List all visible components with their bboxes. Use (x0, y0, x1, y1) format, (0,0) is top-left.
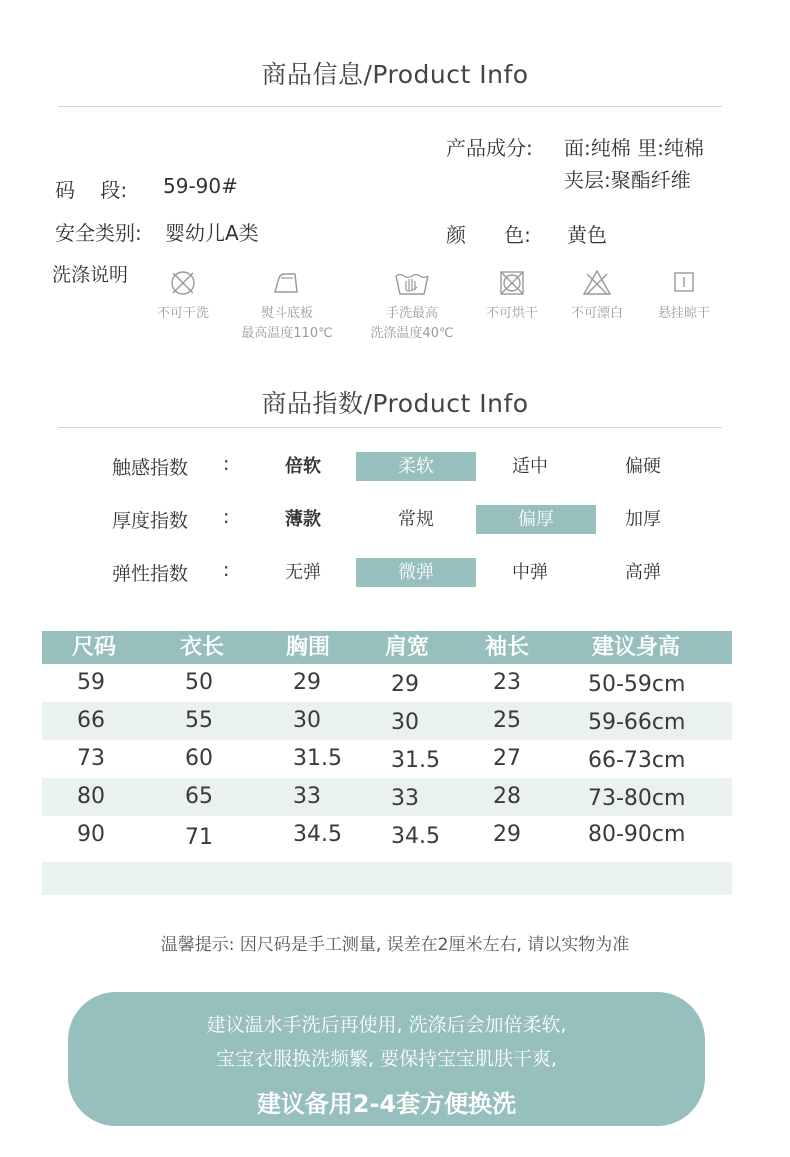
index-option: 常规 (398, 509, 434, 530)
divider (58, 427, 722, 428)
index-label-elasticity: 弹性指数 (112, 563, 189, 585)
iron-icon (271, 268, 303, 298)
index-option: 偏硬 (625, 456, 661, 477)
table-cell: 30 (391, 710, 419, 735)
index-option: 加厚 (625, 509, 661, 530)
wash-caption: 手洗最高 (385, 306, 438, 321)
header-cell: 衣长 (180, 635, 225, 660)
table-cell: 23 (493, 670, 521, 695)
header-cell: 尺码 (72, 635, 117, 660)
index-label-thickness: 厚度指数 (112, 510, 189, 532)
wash-caption: 熨斗底板 (260, 306, 313, 321)
color-label: 颜 色: (446, 223, 531, 247)
material-label: 产品成分: (446, 136, 533, 160)
wash-caption: 不可干洗 (156, 306, 209, 321)
banner-line-3: 建议备用2-4套方便换洗 (256, 1090, 517, 1118)
index-option: 适中 (512, 456, 548, 477)
table-cell: 71 (185, 825, 213, 850)
index-option: 中弹 (512, 562, 548, 583)
table-cell: 90 (77, 822, 105, 847)
warm-tip: 温馨提示: 因尺码是手工测量, 误差在2厘米左右, 请以实物为准 (160, 935, 630, 955)
size-value: 59-90# (163, 174, 238, 198)
wash-label: 洗涤说明 (52, 264, 129, 286)
wash-caption-2: 洗涤温度40℃ (370, 326, 454, 341)
banner-line-1: 建议温水手洗后再使用, 洗涤后会加倍柔软, (206, 1014, 567, 1036)
index-colon: : (223, 559, 230, 581)
product-info-title: 商品信息/Product Info (261, 60, 529, 89)
table-cell: 34.5 (391, 824, 440, 849)
color-value: 黄色 (567, 223, 607, 247)
care-banner (68, 992, 705, 1126)
index-option-selected: 柔软 (356, 452, 476, 481)
index-option: 无弹 (285, 562, 321, 583)
index-label-touch: 触感指数 (112, 457, 189, 479)
table-cell: 50-59cm (588, 672, 686, 697)
table-cell: 29 (391, 672, 419, 697)
size-table (42, 631, 732, 895)
wash-caption: 不可漂白 (570, 306, 623, 321)
table-cell: 80 (77, 784, 105, 809)
table-cell: 34.5 (293, 822, 342, 847)
table-cell: 33 (293, 784, 321, 809)
table-cell: 25 (493, 708, 521, 733)
table-cell: 28 (493, 784, 521, 809)
index-option: 薄款 (285, 509, 321, 530)
table-row (42, 664, 732, 702)
index-option-selected: 偏厚 (476, 505, 596, 534)
table-cell: 66-73cm (588, 748, 686, 773)
wash-item-hand-wash (357, 268, 467, 344)
safety-value: 婴幼儿A类 (165, 221, 259, 245)
index-option: 倍软 (285, 456, 321, 477)
header-cell: 肩宽 (385, 635, 430, 660)
table-cell: 65 (185, 784, 213, 809)
wash-item-iron (232, 268, 342, 344)
hang-dry-icon (669, 268, 699, 298)
hand-wash-icon (392, 268, 432, 298)
index-colon: : (223, 453, 230, 475)
table-row (42, 702, 732, 740)
safety-label: 安全类别: (55, 221, 142, 245)
table-cell: 29 (293, 670, 321, 695)
table-cell: 27 (493, 746, 521, 771)
size-label: 码 段: (55, 178, 128, 202)
table-row (42, 816, 732, 854)
table-cell: 60 (185, 746, 213, 771)
wash-item-hang-dry (629, 268, 739, 324)
table-cell: 55 (185, 708, 213, 733)
table-cell: 80-90cm (588, 822, 686, 847)
index-option-selected: 微弹 (356, 558, 476, 587)
table-cell: 66 (77, 708, 105, 733)
product-index-title: 商品指数/Product Info (261, 389, 529, 418)
wash-item-no-dry-clean (128, 268, 238, 324)
no-tumble-dry-icon (497, 268, 527, 298)
header-cell: 胸围 (286, 635, 331, 660)
table-cell: 50 (185, 670, 213, 695)
index-colon: : (223, 506, 230, 528)
material-line1: 面:纯棉 里:纯棉 (564, 136, 704, 160)
table-cell: 31.5 (391, 748, 440, 773)
table-cell: 31.5 (293, 746, 342, 771)
header-cell: 袖长 (485, 635, 530, 660)
table-row (42, 740, 732, 778)
table-cell: 30 (293, 708, 321, 733)
wash-caption: 不可烘干 (485, 306, 538, 321)
table-row (42, 778, 732, 816)
material-line2: 夹层:聚酯纤维 (564, 168, 691, 192)
table-cell: 73-80cm (588, 786, 686, 811)
table-cell: 59-66cm (588, 710, 686, 735)
size-table-header (42, 631, 732, 664)
header-cell: 建议身高 (592, 635, 681, 660)
table-cell: 29 (493, 822, 521, 847)
wash-caption: 悬挂晾干 (657, 306, 710, 321)
table-cell: 73 (77, 746, 105, 771)
no-bleach-icon (581, 268, 613, 298)
table-cell: 59 (77, 670, 105, 695)
no-dry-clean-icon (168, 268, 198, 298)
table-cell: 33 (391, 786, 419, 811)
banner-line-2: 宝宝衣服换洗频繁, 要保持宝宝肌肤干爽, (215, 1048, 558, 1070)
divider (58, 106, 722, 107)
table-footer-band (42, 862, 732, 895)
index-option: 高弹 (625, 562, 661, 583)
wash-caption-2: 最高温度110℃ (241, 326, 333, 341)
